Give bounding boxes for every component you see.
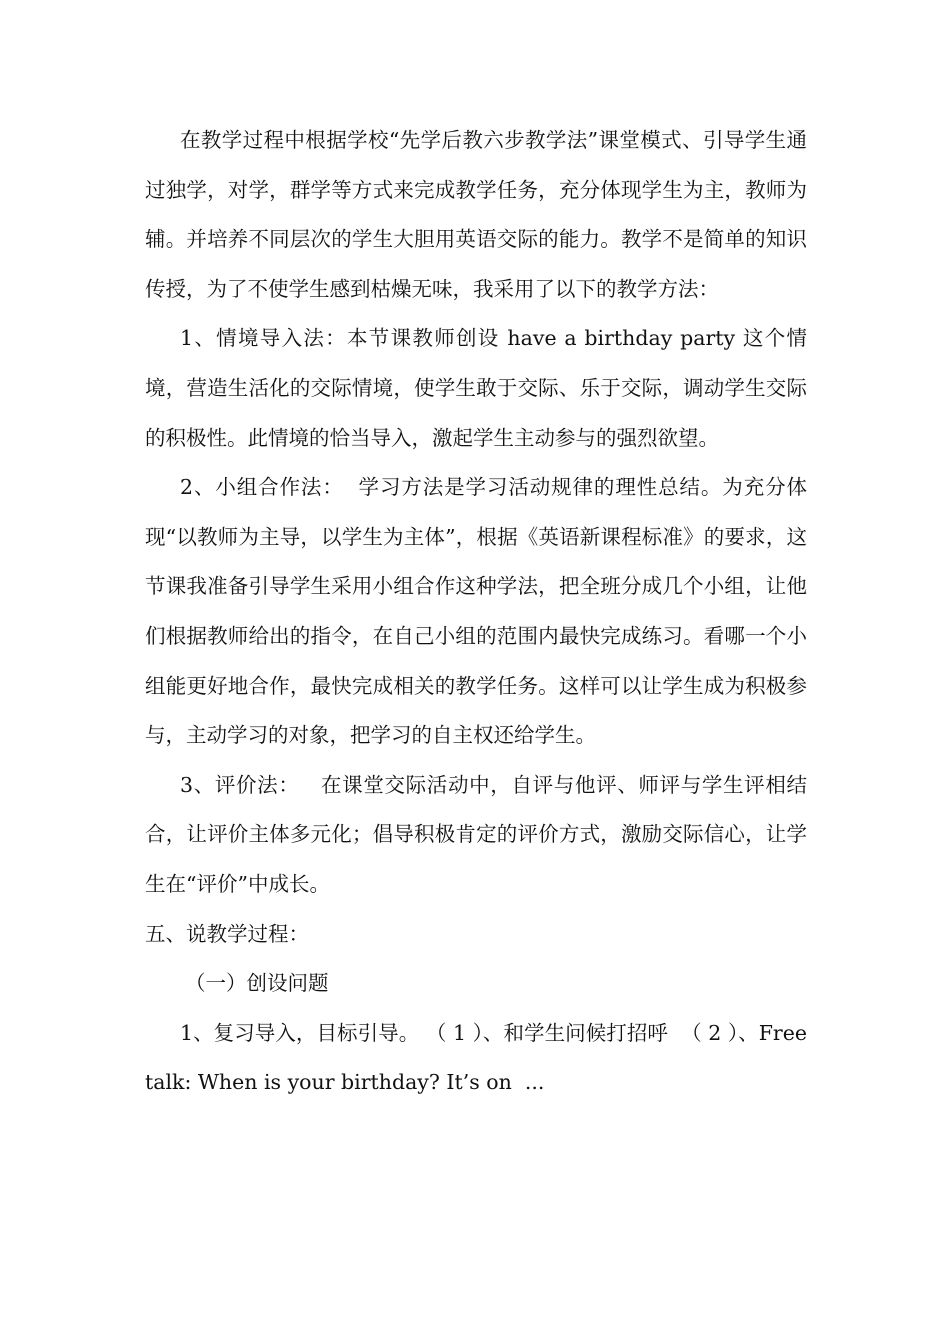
section-heading-teaching-process: 五、说教学过程：	[145, 921, 309, 946]
subsection-heading-create-questions: （一）创设问题	[185, 971, 329, 996]
document-body	[145, 116, 814, 1108]
paragraph-teaching-intro: 在教学过程中根据学校“先学后教六步教学法”课堂模式、引导学生通过独学，对学，群学等方式来完成教学任务，充分体现学生为主，教师为辅。并培养不同层次的学生大胆用英语交际的能力。教学不是简单的知识传授，为了不使学生感到枯燥无味，我采用了以下的教学方法：	[145, 128, 807, 301]
paragraph-review-intro: 1、复习导入，目标引导。 （ 1 ）、和学生问候打招呼 （ 2 ）、Free talk: When is your birthday? It’s on ...	[145, 1020, 814, 1095]
paragraph-method-situation: 1、情境导入法：本节课教师创设 have a birthday party 这个情境，营造生活化的交际情境，使学生敢于交际、乐于交际，调动学生交际的积极性。此情境的恰当导入，激起学生主动参与的强烈欲望。	[145, 326, 807, 450]
paragraph-method-evaluation: 3、评价法： 在课堂交际活动中，自评与他评、师评与学生评相结合，让评价主体多元化；倡导积极肯定的评价方式，激励交际信心，让学生在“评价”中成长。	[145, 772, 807, 896]
paragraph-method-group: 2、小组合作法： 学习方法是学习活动规律的理性总结。为充分体现“以教师为主导，以学生为主体”，根据《英语新课程标准》的要求，这节课我准备引导学生采用小组合作这种学法，把全班分成几个小组，让他们根据教师给出的指令，在自己小组的范围内最快完成练习。看哪一个小组能更好地合作，最快完成相关的教学任务。这样可以让学生成为积极参与，主动学习的对象，把学习的自主权还给学生。	[145, 475, 807, 748]
